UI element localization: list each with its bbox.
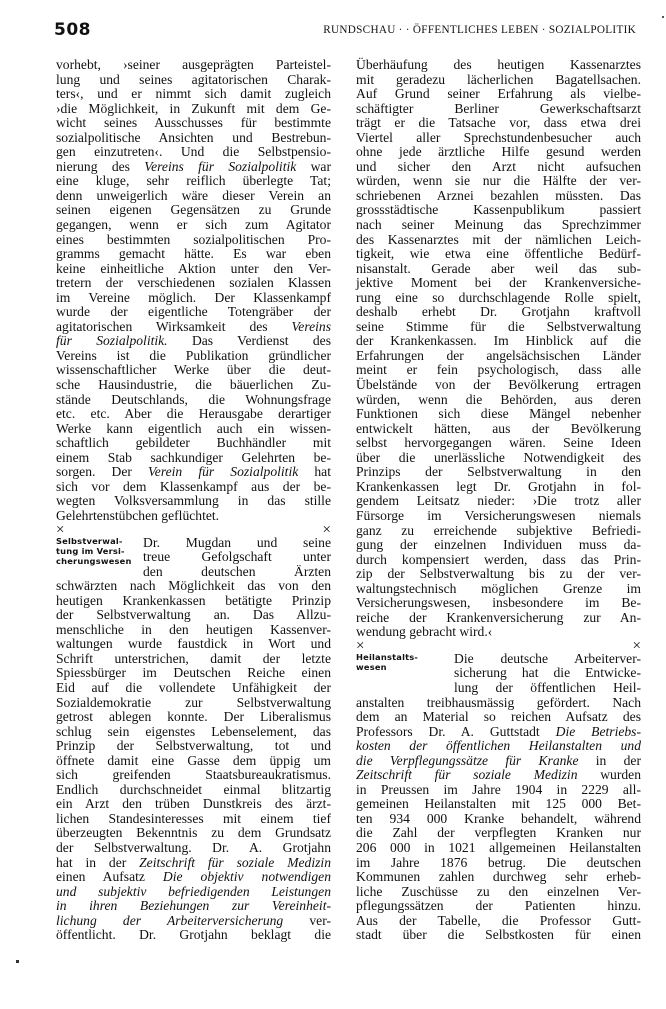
text-run: wurden xyxy=(577,767,641,783)
text-line: würden, wenn die Behörden, aus deren xyxy=(356,391,641,407)
text-line: sich greifenden Staatsbureaukratismus. xyxy=(56,767,331,783)
text-line: Kommunen zahlen durchweg sehr erheb- xyxy=(356,869,641,885)
text-line xyxy=(356,768,641,783)
text-line: schriebenen Arznei bezahlen müssten. Das xyxy=(356,187,641,203)
text-line: der Selbstverwaltung. Dr. A. Grotjahn xyxy=(56,839,331,855)
text-line xyxy=(356,725,641,740)
text-line: gendem Leitsatz nieder: ›Die trotz aller xyxy=(356,493,641,509)
text-line: jektive Moment bei der Krankenversiche- xyxy=(356,275,641,291)
side-heading-line: Heilanstalts- xyxy=(356,651,419,662)
text-line: gen einzutreten‹. Und die Selbstpensio- xyxy=(56,144,331,160)
text-line xyxy=(56,334,331,349)
text-line: des Kassenarztes mit der nämlichen Leich- xyxy=(356,231,641,247)
title-reference: und subjektiv befriedigenden Leistungen xyxy=(56,883,331,899)
title-reference: Vereins xyxy=(291,318,331,334)
text-line: entwickelt hätten, aus der Bevölkerung xyxy=(356,420,641,436)
text-line: waltungstechnisch möglichen Grenze im xyxy=(356,580,641,596)
title-reference: für Sozialpolitik. xyxy=(56,333,168,349)
text-line: überzeugten Bekenntnis zu dem Grundsatz xyxy=(56,825,331,841)
text-run: hat xyxy=(298,464,331,480)
text-line: Aus der Tabelle, die Professor Gutt- xyxy=(356,912,641,928)
section-mark-icon: × xyxy=(356,637,365,654)
side-heading-line: wesen xyxy=(356,661,387,672)
title-reference: die Verpflegungssätze für Kranke xyxy=(356,752,579,768)
text-line xyxy=(56,870,331,885)
text-line: schlug sein eigenstes Lebenselement, das xyxy=(56,723,331,739)
side-heading-line: cherungswesen xyxy=(56,555,132,566)
text-line: lichen Standesinteresses mit einem tief xyxy=(56,810,331,826)
title-reference: Verein für Sozialpolitik xyxy=(148,464,299,480)
text-line: ein Arzt den trüben Dunstkreis des ärzt- xyxy=(56,796,331,812)
text-run: ver- xyxy=(283,912,331,928)
text-line: schäftigter Berliner Gewerkschaftsarzt xyxy=(356,100,641,116)
text-line: Krankenkassen legt Dr. Grotjahn in fol- xyxy=(356,478,641,494)
text-line: schaftlich gebildeter Buchhändler mit xyxy=(56,435,331,451)
text-line: stände Deutschlands, die Wohnungsfrage xyxy=(56,391,331,407)
text-line xyxy=(56,899,331,914)
text-line: Endlich durchschneidet einmal blitzartig xyxy=(56,781,331,797)
text-line: etc. etc. Aber die Herausgabe derartiger xyxy=(56,406,331,422)
text-line: treue Gefolgschaft unter xyxy=(143,549,331,565)
text-line: zip der Selbstverwaltung bis zu der ver- xyxy=(356,566,641,582)
title-reference: in ihren Beziehungen zur Vereinheit- xyxy=(56,898,331,914)
title-reference: Zeitschrift für soziale Medizin xyxy=(139,854,331,870)
text-line: Versicherungswesen, insbesondere im Be- xyxy=(356,595,641,611)
section-mark-icon: × xyxy=(56,521,65,538)
text-line: ters‹, und er nimmt sich damit zugleich xyxy=(56,86,331,102)
text-line: 206 000 in 1021 allgemeinen Heilanstalten xyxy=(356,839,641,855)
text-line: den deutschen Ärzten xyxy=(143,563,331,579)
text-line: waltungen wurde faustdick in Wort und xyxy=(56,636,331,652)
text-line: selbst hervorgegangen wären. Seine Ideen xyxy=(356,435,641,451)
text-line: sicherung hat die Entwicke- xyxy=(454,665,641,681)
text-line: tigkeit, wie etwa eine öffentliche Bedürf- xyxy=(356,246,641,262)
text-line: Vereins ist die Publikation gründlicher xyxy=(56,347,331,363)
text-line: gegangen, wenn er sich zum Agitator xyxy=(56,217,331,233)
text-line xyxy=(56,160,331,175)
text-line: Werke kann eigentlich auch ein wissen- xyxy=(56,420,331,436)
text-line xyxy=(356,754,641,769)
section-mark-icon: × xyxy=(632,637,641,654)
text-line: Dr. Mugdan und seine xyxy=(143,534,331,550)
side-heading-line: tung im Versi- xyxy=(56,545,125,556)
text-line: anstalten treibhausmässig gefördert. Nach xyxy=(356,694,641,710)
side-heading-line: Selbstverwal- xyxy=(56,535,123,546)
page-number: 508 xyxy=(54,20,91,40)
running-head: RUNDSCHAU · · ÖFFENTLICHES LEBEN · SOZIALPOLITIK xyxy=(323,24,636,36)
text-line: öffnete damit eine Gasse dem üppig um xyxy=(56,752,331,768)
text-line: Die deutsche Arbeiterver- xyxy=(454,650,641,666)
text-line: in Preussen im Jahre 1904 in 2229 all- xyxy=(356,781,641,797)
text-line: ohne jede ärztliche Hilfe gesund werden xyxy=(356,144,641,160)
side-heading xyxy=(56,536,142,566)
text-line: menschliche in den heutigen Kassenver- xyxy=(56,621,331,637)
text-run: war xyxy=(296,158,331,174)
text-line: Fürsorge im Versicherungswesen niemals xyxy=(356,507,641,523)
text-line: im Vereine möglich. Der Klassenkampf xyxy=(56,289,331,305)
text-line: der Krankenkassen. Im Hinblick auf die xyxy=(356,333,641,349)
text-line: öffentlicht. Dr. Grotjahn beklagt die xyxy=(56,927,331,943)
text-line: lung und seines agitatorischen Charak- xyxy=(56,71,331,87)
text-line xyxy=(56,465,331,480)
text-line: wissenschaftlicher Werke über die deut- xyxy=(56,362,331,378)
text-run: sorgen. Der xyxy=(56,464,148,480)
text-line: vorhebt, ›seiner ausgeprägten Parteistel- xyxy=(56,57,331,72)
text-line: und sicher den Arzt nicht aufsuchen xyxy=(356,158,641,174)
text-run: in der xyxy=(578,752,641,768)
text-line: Prinzips der Selbstverwaltung in den xyxy=(356,464,641,480)
title-reference: Die objektiv notwendigen xyxy=(162,869,331,885)
text-line: seinen eigenen Gegensätzen zu Grunde xyxy=(56,202,331,218)
text-line: sche Hausindustrie, die bäuerlichen Zu- xyxy=(56,377,331,393)
text-line: getrost ablegen konnte. Der Liberalismus xyxy=(56,709,331,725)
text-line xyxy=(356,739,641,754)
text-line: gung der einzelnen Individuen muss da- xyxy=(356,537,641,553)
title-reference: lichung der Arbeiterversicherung xyxy=(56,912,284,928)
text-line: reiche der Krankenversicherung zur An- xyxy=(356,609,641,625)
text-line: Spiessbürger im Deutschen Reiche einen xyxy=(56,665,331,681)
text-line: würden, wenn sie nur die Hälfte der ver- xyxy=(356,173,641,189)
text-line: sich vor dem Klassenkampf aus der be- xyxy=(56,478,331,494)
text-line: über die unerlässliche Notwendigkeit des xyxy=(356,449,641,465)
text-line: nisanstalt. Gerade aber weil das sub- xyxy=(356,260,641,276)
text-line: nach seiner Meinung das Sprechzimmer xyxy=(356,217,641,233)
text-line: im Jahre 1876 betrug. Die deutschen xyxy=(356,854,641,870)
section-divider xyxy=(56,521,331,538)
text-line: heutigen Krankenkassen betätigte Prinzip xyxy=(56,592,331,608)
text-line: Gelehrtenstübchen geflüchtet. xyxy=(56,507,220,523)
section-selbstverwaltung xyxy=(56,536,331,943)
text-line xyxy=(56,320,331,335)
text-line: durch kompensiert werden, dass das Prin- xyxy=(356,551,641,567)
text-line: ›die Möglichkeit, in Zukunft mit dem Ge- xyxy=(56,100,331,116)
text-line: stadt über die Selbstkosten für einen xyxy=(356,927,641,943)
text-line: Prinzip der Selbstverwaltung, tot und xyxy=(56,738,331,754)
text-line: eine kluge, sehr reiflich überlegte Tat; xyxy=(56,173,331,189)
text-line: der Selbstverwaltung an. Das Allzu- xyxy=(56,607,331,623)
text-run: nierung des xyxy=(56,158,145,174)
text-line: ganz zu erreichende subjektive Befriedi- xyxy=(356,522,641,538)
section-heilanstaltswesen xyxy=(356,652,641,943)
text-line: Überhäufung des heutigen Kassenarztes xyxy=(356,57,641,72)
text-run: einen Aufsatz xyxy=(56,869,163,885)
scan-speck xyxy=(16,960,19,963)
text-line: sozialpolitische Ansichten und Bestrebun- xyxy=(56,129,331,145)
text-line: schwärzten nach Möglichkeit das von den xyxy=(56,578,331,594)
text-line: Funktionen sich diese Mängel nebenher xyxy=(356,406,641,422)
text-line: dem an Material so reichen Aufsatz des xyxy=(356,709,641,725)
text-line: keine einheitliche Aktion unter den Ver- xyxy=(56,260,331,276)
section-mark-icon: × xyxy=(322,521,331,538)
text-line: einem Stab sachkundiger Gelehrten be- xyxy=(56,449,331,465)
title-reference: Die Betriebs- xyxy=(555,723,642,739)
text-line: wegten Volksversammlung in das stille xyxy=(56,493,331,509)
right-column xyxy=(356,58,641,943)
text-line: wicht seines Ausschusses für bestimmte xyxy=(56,115,331,131)
text-line: tretern der verschiedenen sozialen Klassen xyxy=(56,275,331,291)
text-line: rung eine so durchschlagende Rolle spielt, xyxy=(356,289,641,305)
title-reference: Zeitschrift für soziale Medizin xyxy=(356,767,578,783)
text-run: Das Verdienst des xyxy=(167,333,331,349)
text-line: wurde der eigentliche Totengräber der xyxy=(56,304,331,320)
text-run: hat in der xyxy=(56,854,140,870)
text-line: lung der öffentlichen Heil- xyxy=(454,679,641,695)
text-line: die Zahl der verpflegten Kranken nur xyxy=(356,825,641,841)
text-line: seine Stimme für die Selbstverwaltung xyxy=(356,318,641,334)
text-run: agitatorischen Wirksamkeit des xyxy=(56,318,292,334)
text-line: gramms gemacht hätte. Es war eben xyxy=(56,246,331,262)
side-heading xyxy=(356,652,442,672)
scan-speck xyxy=(662,16,664,18)
text-line: eines bestimmten sozialpolitischen Pro- xyxy=(56,231,331,247)
text-line: trägt er die Tatsache vor, dass etwa drei xyxy=(356,115,641,131)
text-run: Professors Dr. A. Guttstadt xyxy=(356,723,556,739)
text-line: pflegungssätzen der Patienten hinzu. xyxy=(356,898,641,914)
text-line: Auf Grund seiner Erfahrung als vielbe- xyxy=(356,86,641,102)
text-line: wendung gebracht wird.‹ xyxy=(356,624,493,640)
text-line: ten 934 000 Kranke behandelt, während xyxy=(356,810,641,826)
text-line: Viertel aller Sprechstundenbesucher auch xyxy=(356,129,641,145)
text-line: denn unweigerlich wäre dieser Verein an xyxy=(56,187,331,203)
text-line: Übelstände von der Bevölkerung ertragen xyxy=(356,377,641,393)
title-reference: Vereins für Sozialpolitik xyxy=(144,158,297,174)
text-line: Eid auf die vollendete Unfähigkeit der xyxy=(56,679,331,695)
text-line: meint er fein psychologisch, dass alle xyxy=(356,362,641,378)
text-line: gemeinen Heilanstalten mit 125 000 Bet- xyxy=(356,796,641,812)
left-column xyxy=(56,58,331,943)
text-line: liche Zuschüsse zu den einzelnen Ver- xyxy=(356,883,641,899)
text-line: deshalb erhebt Dr. Grotjahn kraftvoll xyxy=(356,304,641,320)
text-line: Sozialdemokratie zur Selbstverwaltung xyxy=(56,694,331,710)
text-line: Schrift unterstrichen, damit der letzte xyxy=(56,650,331,666)
title-reference: kosten der öffentlichen Heilanstalten und xyxy=(356,738,641,754)
text-line: Erfahrungen der angelsächsischen Länder xyxy=(356,347,641,363)
text-line xyxy=(56,856,331,871)
text-line: grossstädtische Kassenpublikum passiert xyxy=(356,202,641,218)
text-line: mit geradezu lächerlichen Bagatellsachen. xyxy=(356,71,641,87)
text-line xyxy=(56,914,331,929)
text-line xyxy=(56,885,331,900)
